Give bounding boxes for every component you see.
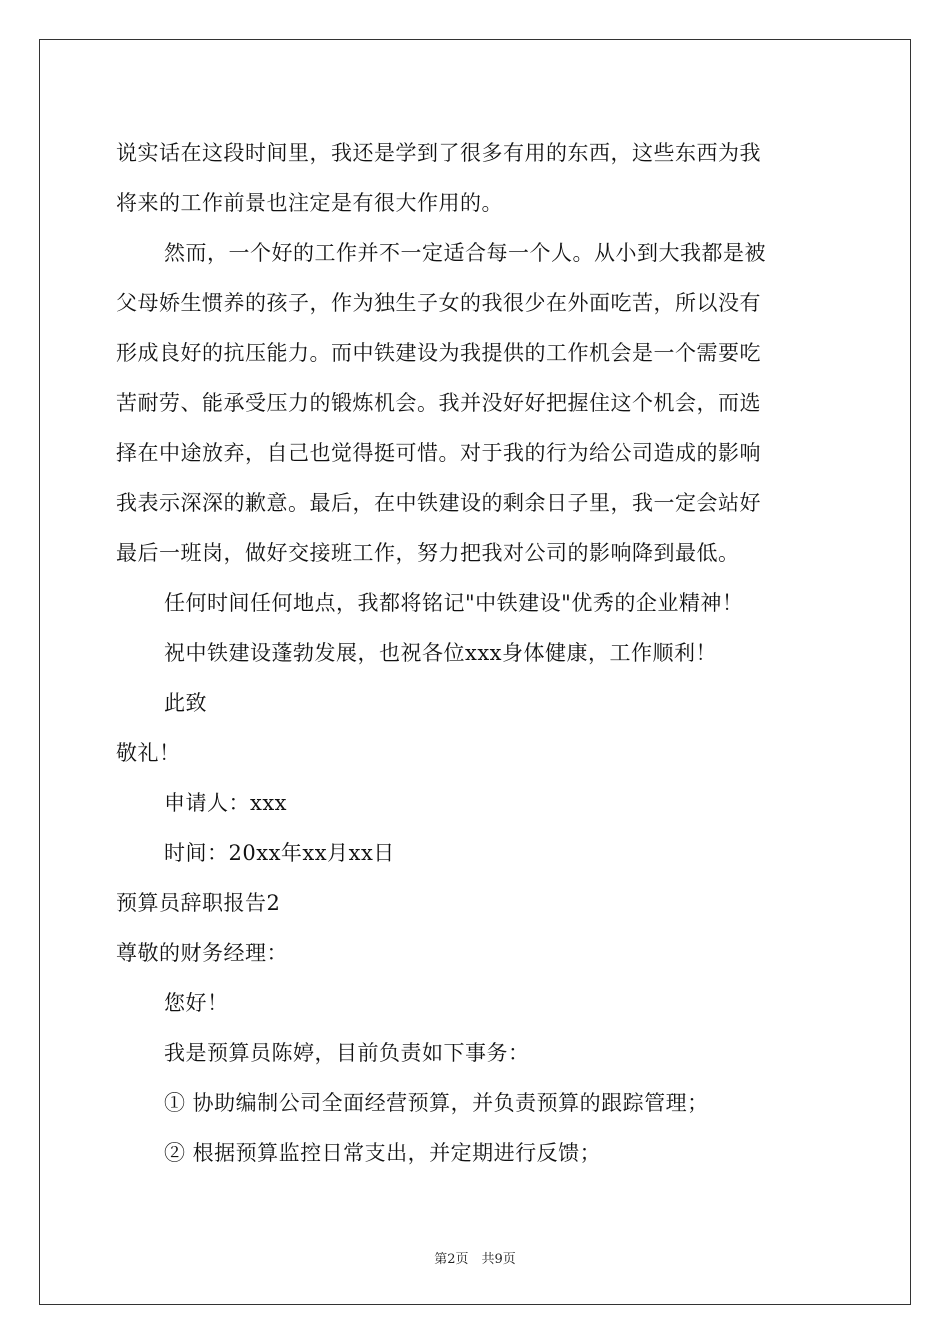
list-item: ① 协助编制公司全面经营预算，并负责预算的跟踪管理； [164,1091,709,1115]
closing-regards: 敬礼！ [116,741,181,765]
paragraph-line: 祝中铁建设蓬勃发展，也祝各位xxx身体健康，工作顺利！ [164,641,718,665]
paragraph-line: 任何时间任何地点，我都将铭记"中铁建设"优秀的企业精神！ [164,591,744,615]
greeting: 您好！ [164,991,229,1015]
page-footer [0,1248,950,1267]
date-line: 时间：20xx年xx月xx日 [164,841,395,865]
page-number: 第2页 共9页 [434,1252,516,1267]
greeting-recipient: 尊敬的财务经理： [116,941,288,965]
paragraph-line: 然而，一个好的工作并不一定适合每一个人。从小到大我都是被 [164,241,766,265]
paragraph-line: 将来的工作前景也注定是有很大作用的。 [116,191,503,215]
paragraph-line: 我表示深深的歉意。最后，在中铁建设的剩余日子里，我一定会站好 [116,491,761,515]
paragraph-line: 最后一班岗，做好交接班工作，努力把我对公司的影响降到最低。 [116,541,740,565]
section-title: 预算员辞职报告2 [116,891,281,915]
paragraph-line: 择在中途放弃，自己也觉得挺可惜。对于我的行为给公司造成的影响 [116,441,761,465]
closing-salutation: 此致 [164,691,207,715]
applicant-line: 申请人：xxx [164,791,288,815]
paragraph-line: 苦耐劳、能承受压力的锻炼机会。我并没好好把握住这个机会，而选 [116,391,761,415]
paragraph-line: 说实话在这段时间里，我还是学到了很多有用的东西，这些东西为我 [116,141,761,165]
paragraph-line: 形成良好的抗压能力。而中铁建设为我提供的工作机会是一个需要吃 [116,341,761,365]
document-body [116,128,836,1178]
list-item: ② 根据预算监控日常支出，并定期进行反馈； [164,1141,602,1165]
paragraph-line: 我是预算员陈婷，目前负责如下事务： [164,1041,530,1065]
paragraph-line: 父母娇生惯养的孩子，作为独生子女的我很少在外面吃苦，所以没有 [116,291,761,315]
